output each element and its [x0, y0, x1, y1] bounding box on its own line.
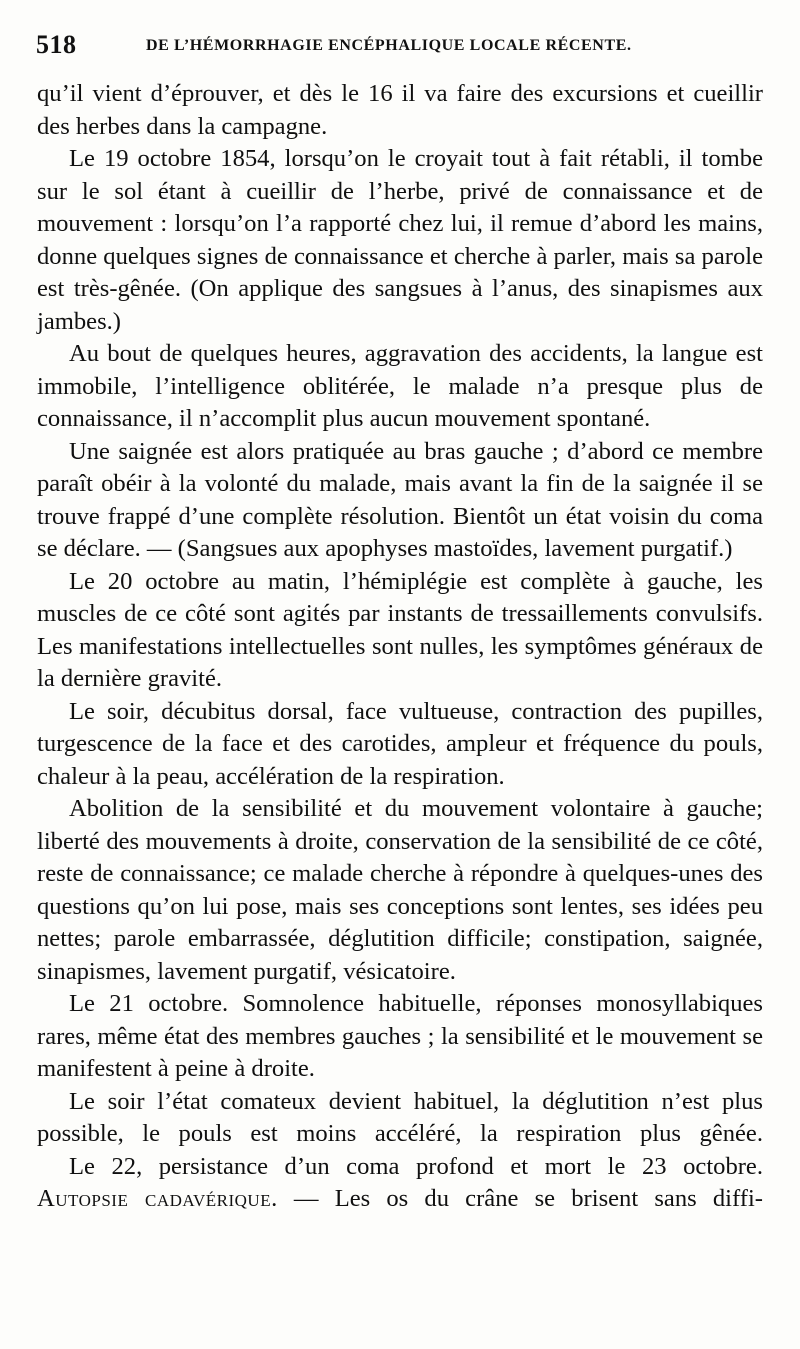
paragraph-oct-21: Le 21 octobre. Somnolence habituelle, réponses monosyllabiques rares, même état des membres gauches ; la sensibilité et le mouvement se manifestent à peine à droite. — [37, 990, 763, 1082]
page-header — [36, 30, 760, 70]
paragraph-coma: Le soir l’état comateux devient habituel, la déglutition n’est plus possible, le pouls est moins accéléré, la respiration plus gênée. — [37, 1087, 763, 1147]
paragraph-autopsy — [37, 1183, 763, 1216]
paragraph-abolition: Abolition de la sensibilité et du mouvement volontaire à gauche; liberté des mouvements à droite, conservation de la sensibilité de ce côté, reste de connaissance; ce malade cherche à répondre à quelques-unes des questions qu’on lui pose, mais ses conceptions sont lentes, ses idées peu nettes; parole embarrassée, déglutition difficile; constipation, saignée, sinapismes, lavement purgatif, vésicatoire. — [37, 795, 763, 985]
paragraph-oct-22: Le 22, persistance d’un coma profond et mort le 23 octobre. — [69, 1152, 763, 1180]
paragraph-continuation: qu’il vient d’éprouver, et dès le 16 il va faire des excursions et cueillir des herbes dans la campagne. — [37, 80, 763, 140]
page-number: 518 — [36, 30, 77, 59]
autopsy-heading: Autopsie cadavérique. — [37, 1185, 278, 1212]
running-head: DE L’HÉMORRHAGIE ENCÉPHALIQUE LOCALE RÉCENTE. — [146, 37, 632, 54]
paragraph-oct-20: Le 20 octobre au matin, l’hémiplégie est complète à gauche, les muscles de ce côté sont agités par instants de tressaillements convulsifs. Les manifestations intellectuelles sont nulles, les symptômes généraux de la dernière gravité. — [37, 567, 763, 692]
paragraph-saignee: Une saignée est alors pratiquée au bras gauche ; d’abord ce membre paraît obéir à la volonté du malade, mais avant la fin de la saignée il se trouve frappé d’une complète résolution. Bientôt un état voisin du coma se déclare. — (Sangsues aux apophyses mastoïdes, lavement purgatif.) — [37, 437, 763, 562]
paragraph-aggravation: Au bout de quelques heures, aggravation des accidents, la langue est immobile, l’intelligence oblitérée, le malade n’a presque plus de connaissance, il n’accomplit plus aucun mouvement spontané. — [37, 340, 763, 432]
body-text — [37, 78, 763, 1216]
paragraph-oct-19: Le 19 octobre 1854, lorsqu’on le croyait tout à fait rétabli, il tombe sur le sol étant à cueillir de l’herbe, privé de connaissance et de mouvement : lorsqu’on l’a rapporté chez lui, il remue d’abord les mains, donne quelques signes de connaissance et cherche à parler, mais sa parole est très-gênée. (On applique des sangsues à l’anus, des sinapismes aux jambes.) — [37, 145, 763, 335]
autopsy-text: — Les os du crâne se brisent sans diffi- — [277, 1185, 763, 1212]
paragraph-evening: Le soir, décubitus dorsal, face vultueuse, contraction des pupilles, turgescence de la face et des carotides, ampleur et fréquence du pouls, chaleur à la peau, accélération de la respiration. — [37, 697, 763, 790]
